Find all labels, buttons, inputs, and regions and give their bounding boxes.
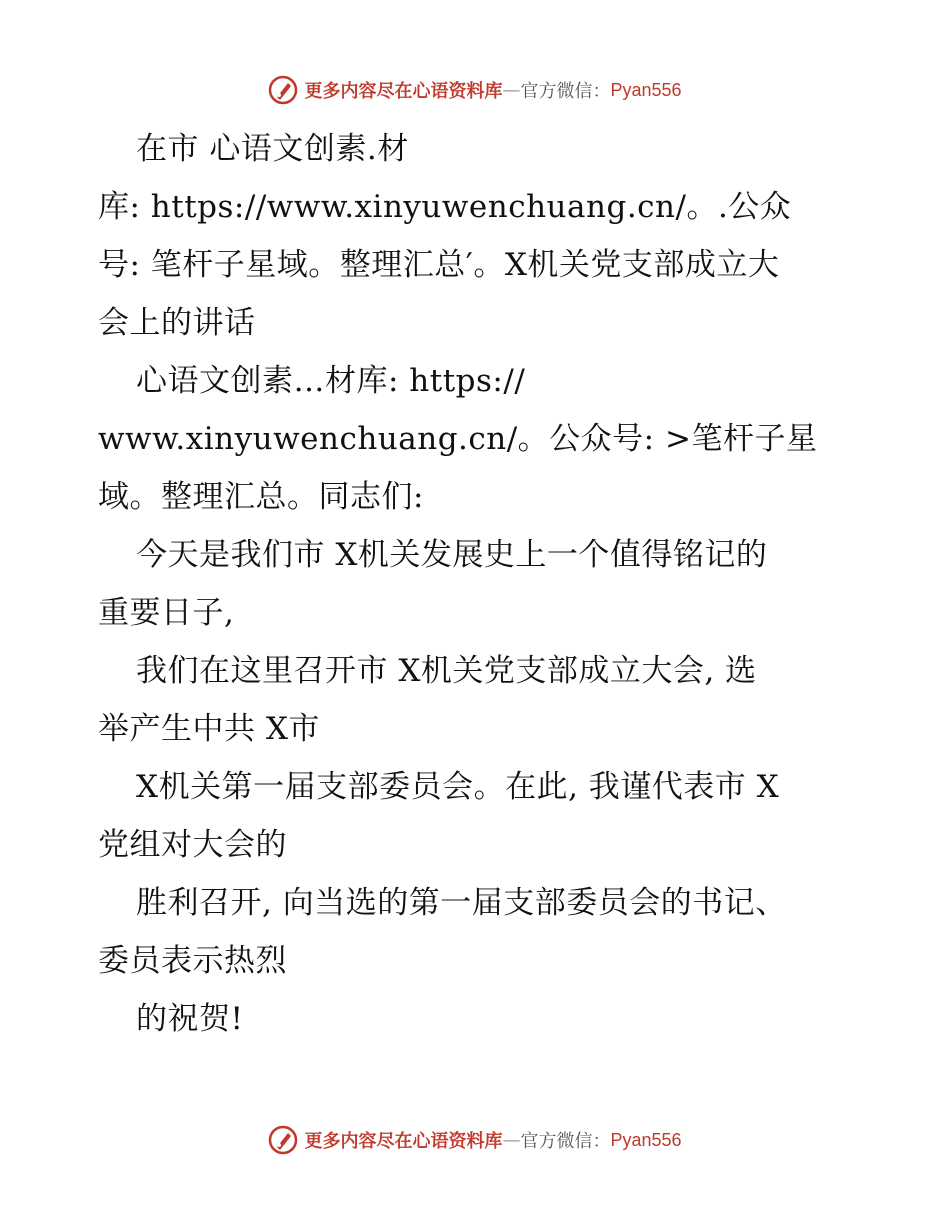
header-title: 更多内容尽在心语资料库: [304, 81, 503, 102]
body-line: 库: https://www.xinyuwenchuang.cn/。.公众: [98, 189, 792, 225]
pen-nib-logo-icon: [268, 1125, 298, 1155]
body-line: 的祝贺!: [136, 1001, 244, 1037]
footer-banner: [0, 1120, 950, 1160]
body-line: 举产生中共 X市: [98, 711, 320, 747]
body-line: 胜利召开, 向当选的第一届支部委员会的书记、: [136, 885, 787, 921]
header-wechat-label: 官方微信：: [520, 81, 611, 102]
header-dash: —: [502, 79, 521, 101]
footer-wechat-label: 官方微信：: [520, 1131, 611, 1152]
body-line: 委员表示热烈: [98, 943, 287, 979]
footer-wechat-id: Pyan556: [610, 1129, 682, 1150]
document-body: [98, 120, 868, 1048]
body-line: 在市 心语文创素.材: [136, 131, 409, 167]
body-line: 心语文创素…材库: https://: [136, 363, 526, 399]
body-line: 会上的讲话: [98, 305, 256, 341]
header-banner: [0, 70, 950, 110]
body-line: 我们在这里召开市 X机关党支部成立大会, 选: [136, 653, 757, 689]
body-line: 重要日子,: [98, 595, 235, 631]
footer-title: 更多内容尽在心语资料库: [304, 1131, 503, 1152]
body-line: X机关第一届支部委员会。在此, 我谨代表市 X: [136, 769, 780, 805]
header-wechat-id: Pyan556: [610, 79, 682, 100]
body-line: 域。整理汇总。同志们:: [98, 479, 424, 515]
pen-nib-logo-icon: [268, 75, 298, 105]
body-line: www.xinyuwenchuang.cn/。公众号: >笔杆子星: [98, 421, 818, 457]
body-line: 党组对大会的: [98, 827, 287, 863]
footer-dash: —: [502, 1129, 521, 1151]
body-line: 今天是我们市 X机关发展史上一个值得铭记的: [136, 537, 768, 573]
body-line: 号: 笔杆子星域。整理汇总′。X机关党支部成立大: [98, 247, 780, 283]
